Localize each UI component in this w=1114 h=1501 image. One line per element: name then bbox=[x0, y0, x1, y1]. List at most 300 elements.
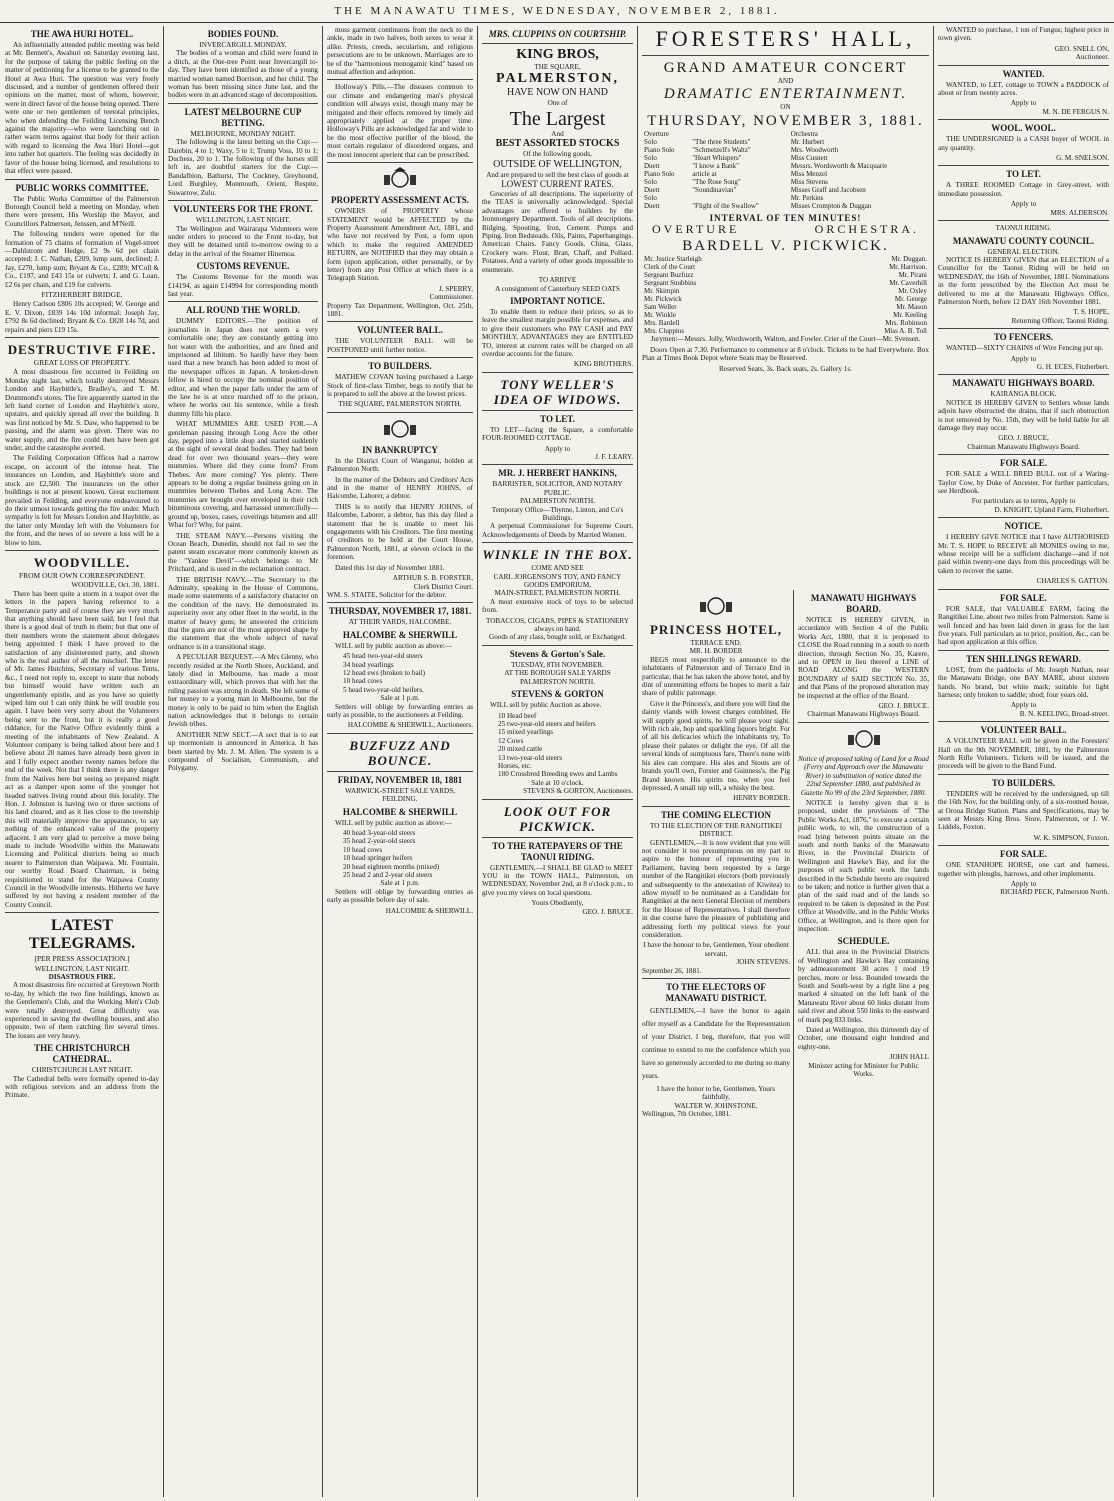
table-cell: "Schmetzell's Waltz" bbox=[692, 145, 751, 154]
table-cell: Duett bbox=[644, 185, 660, 194]
ad-signature: J. F. LEARY. bbox=[595, 452, 633, 461]
ad-body: Groceries of all descriptions. The superiority of the TEAS is universally acknowledged. Special advantages are offered to builders by the Ironmongery Department. Tools of all descriptions. Ridging, Spouting, Iron, Cement. Pumps and Piping. Iron Bedsteads. Oils, Paints, Paperhangings. American Chairs. Fancy Goods. China, Glass, Crockery ware. Flour, Bran, Chaff, and Pollard. Potatoes. And a variety of other goods impossible to enumerate. bbox=[482, 190, 633, 274]
ad-title: TO BUILDERS. bbox=[991, 777, 1056, 788]
article-body: There has been quite a storm in a teapot over the letters in the papers having reference to a Temperance party and of course they are very much that anything should have been said, but I feel that there is a good deal of truth in them; but that one of their members wrote the statement about delegates being appointed I think I have proved to the satisfaction of any disinterested party, and shown who is the real author of all the mischief. The letter of Mr. James Hutchins, Secretary of various Tents, &c., I need not reply to, except to state that nobody but himself would have written such an ungentlemanly epistle, and as you have so quietly wiped him out I can only think he will trouble you again. I have been very sorry about the Volunteers being sent to the front, but it is really a good riddance, for the Native Office evidently think a meeting of the inhabitants of New Zealand. A Volunteer company is being talked about here and I believe about 20 names have already been given in and I fully expect another twenty names before the end of the week. Not that I think there is any danger from the Natives here but seeing so prepared might act as a damper upon some of the younger hot headed natives living round about this locality. The Hon. J. Johnston is having two or three sections of his land cleared, and as it lies close to the township this will materially improve the appearance, to say nothing of the enhanced value of the property adjacent. I am very glad to perceive a move being made to include Woodville within the Manawatu Licensing and Political districts being so much nearer to Palmerston than Waipawa. Mr. Fountain, our worthy Road Board Chairman, is being requisitioned to stand for the Waipawa County Council in the Woodville interests. Hitherto we have suffered by not having a resident member of the County Council. bbox=[5, 589, 159, 909]
dateline: WELLINGTON, LAST NIGHT. bbox=[34, 964, 130, 973]
ad-body: NOTICE IS HEREBY GIVEN to Settlers whose lands adjoin have obstructed the drains, that if such obstruction is not removed by No. 15th, they will be held liable for all damage they may occur. bbox=[938, 398, 1109, 432]
divider bbox=[327, 412, 473, 413]
ad-firm: STEVENS & GORTON bbox=[511, 689, 604, 700]
ad-body: LOST, from the paddocks of Mr. Joseph Nathan, near the Manawatu Bridge, one BAY MARE, about sixteen hands. No brand, but white mark; suitable for light harness; only broken to saddle; shod; four years old. bbox=[938, 665, 1109, 699]
divider bbox=[938, 774, 1109, 775]
table-cell: Mr. Mason bbox=[896, 302, 927, 311]
divider bbox=[5, 912, 159, 913]
table-cell: Mr. Justice Starleigh bbox=[644, 254, 702, 263]
table-row bbox=[642, 263, 929, 271]
list-item: 13 two-year-old steers bbox=[498, 753, 563, 762]
ad-line: GENERAL ELECTION. bbox=[987, 247, 1060, 256]
ad-title: IN BANKRUPTCY bbox=[362, 444, 438, 455]
ad-body: TENDERS will be received by the undersigned, up till the 16th Nov, for the building only, of a six-roomed house, at Oroua Bridge Station. Plans and Specifications, may be seen at Messrs King Bros. Store, Palmerston, or J. W. Liddels, Foxton. bbox=[938, 789, 1109, 832]
divider bbox=[482, 645, 633, 646]
divider bbox=[168, 103, 318, 104]
divider bbox=[938, 65, 1109, 66]
divider bbox=[327, 602, 473, 603]
table-cell: Sergeant Snubbins bbox=[644, 278, 697, 287]
table-row bbox=[642, 295, 929, 303]
ad-line: TO ARRIVE bbox=[538, 276, 577, 285]
table-row bbox=[642, 170, 929, 178]
ad-text: OVERTURE bbox=[652, 222, 740, 237]
list-item: 25 two-year-old steers and heifers bbox=[498, 719, 596, 728]
divider bbox=[482, 372, 633, 373]
ad-apply: Apply to bbox=[1010, 99, 1037, 108]
table-cell: Mrs. Robinson bbox=[885, 318, 927, 327]
table-cell: Mr. Winkle bbox=[644, 310, 676, 319]
table-row bbox=[642, 154, 929, 162]
table-row bbox=[642, 202, 929, 210]
ad-title: VOLUNTEER BALL. bbox=[980, 725, 1067, 736]
table-row bbox=[642, 194, 929, 202]
ad-signature: HENRY BORDER. bbox=[733, 794, 790, 803]
list-item: 12 head ews (broken to bail) bbox=[343, 668, 426, 677]
programme-table bbox=[642, 130, 929, 210]
ad-body: MATHEW COVAN having purchased a Large Stock of first-class Timber, begs to notify that he is prepared to sell the above at the lowest prices. bbox=[327, 373, 473, 398]
table-row bbox=[642, 255, 929, 263]
ad-title: IMPORTANT NOTICE. bbox=[510, 295, 605, 306]
table-cell: Mr. Oxley bbox=[898, 286, 927, 295]
table-cell: Miss A. B. Toll bbox=[884, 326, 927, 335]
list-item: 25 head 2 and 2-year old steers bbox=[343, 871, 433, 880]
dateline: INVERCARGILL MONDAY. bbox=[199, 41, 287, 49]
list-item: 20 head eighteen months (mixed) bbox=[343, 862, 440, 871]
table-cell: Orchestra bbox=[790, 129, 818, 138]
ad-signature: RICHARD PECK, Palmerston North. bbox=[1000, 888, 1109, 897]
ad-line: INTERVAL OF TEN MINUTES! bbox=[709, 212, 862, 223]
table-cell: Sergeant Buzfuzz bbox=[644, 270, 694, 279]
ad-signature: HALCOMBE & SHERWILL, Auctioneers. bbox=[347, 721, 473, 730]
ad-line: ON bbox=[780, 103, 791, 112]
ad-body: THE UNDERSIGNED is a CASH buyer of WOOL in any quantity. bbox=[938, 135, 1109, 152]
headline: THE AWA HURI HOTEL. bbox=[30, 29, 134, 39]
headline: LATEST TELEGRAMS. bbox=[28, 917, 136, 953]
masthead: THE MANAWATU TIMES, WEDNESDAY, NOVEMBER 2, 1881. bbox=[0, 0, 1114, 23]
divider bbox=[482, 43, 633, 44]
ad-title: THURSDAY, NOVEMBER 17, 1881. bbox=[328, 606, 472, 617]
ad-signature: T. S. HOPE, bbox=[1073, 308, 1109, 317]
table-cell bbox=[690, 130, 789, 138]
ad-place: WARWICK-STREET SALE YARDS, FEILDING. bbox=[344, 786, 455, 804]
ad-signature: B. N. KEELING, Broad-street. bbox=[1019, 709, 1109, 718]
ad-body: ALL that area in the Provincial Districts of Wellington and Hawke's Bay containing by admeasurement 30 acres 1 rood 19 perches, more or less. Bounded towards the South and South-west by a right line a peg marked 4 situated on the left bank of the Manawatu River about 60 links distant from said river and about 550 links to the eastward of mark peg 833 links. bbox=[798, 948, 929, 1024]
table-cell: "Heart Whispers" bbox=[692, 153, 742, 162]
ad-body: Settlers will oblige by forwarding entries as early as possible, to the auctioneers at Feilding. bbox=[327, 702, 473, 719]
ad-role: Returning Officer, Taonui Riding. bbox=[1011, 316, 1109, 325]
ad-title: PROPERTY ASSESSMENT ACTS. bbox=[331, 195, 469, 206]
ad-title: MR. J. HERBERT HANKINS, bbox=[498, 468, 617, 479]
article-body: Henry Carlson £806 10s accepted; W. George and E. V. Dixon, £839 14s 10d informal; Joseph Jay, £792 8s 6d declined; Bryant & Co. £828 14s 7d, and repairs and piers £19 15s. bbox=[5, 300, 159, 334]
divider bbox=[938, 220, 1109, 221]
ad-body: WANTED—SIXTY CHAINS of Wire Fencing put up. bbox=[946, 344, 1104, 353]
list-item: 35 head 2-year-old steers bbox=[343, 837, 416, 846]
column-3 bbox=[324, 26, 476, 1495]
ad-line: The Largest bbox=[509, 107, 606, 130]
ad-title: FOR SALE. bbox=[999, 592, 1047, 603]
divider bbox=[938, 650, 1109, 651]
royal-crest-icon bbox=[380, 167, 420, 191]
ad-body: THE VOLUNTEER BALL will be POSTPONED until further notice. bbox=[327, 337, 473, 354]
ad-signature: M. N. DE FERGUS N. bbox=[1042, 107, 1109, 116]
table-cell: "The Rose Song" bbox=[692, 177, 741, 186]
royal-crest-icon bbox=[380, 417, 420, 441]
ad-place: AT THEIR YARDS, HALCOMBE. bbox=[348, 618, 452, 627]
article-body: The Customs Revenue for the month was £14194, as again £14994 for corresponding month last year. bbox=[168, 273, 318, 298]
headline: DESTRUCTIVE FIRE. bbox=[7, 342, 157, 357]
list-item: 10 head cows bbox=[343, 677, 383, 686]
ad-apply: For particulars as to terms, Apply to bbox=[971, 497, 1076, 506]
cast-table bbox=[642, 255, 929, 335]
divider bbox=[5, 179, 159, 180]
article-body: The following is the latest betting on the Cup:—Darebin, 4 to 1; Waxy, 5 to 1; Trump Voss, 10 to 1; Duchess, 20 to 1. The following of the horses still left in, are doubtful starters for the Cup:—Bandalbion, Bathurst, The Cockney, Greyhound, Lord Burghley, Monmouth, Orient, Respite, Suwarrow, Zulu. bbox=[168, 138, 318, 197]
ad-body: A perpetual Commissioner for Supreme Court, Acknowledgements of Deeds by Married Women. bbox=[482, 522, 633, 539]
table-cell: Mr. Keeling bbox=[893, 310, 927, 319]
headline: WOODVILLE. bbox=[33, 554, 131, 570]
ad-role: Auctioneer. bbox=[1075, 53, 1109, 62]
table-cell: Mr. Hurbert bbox=[790, 137, 825, 146]
ad-body: Dated at Wellington, this thirteenth day of October, one thousand eight hundred and eighty-one. bbox=[798, 1026, 929, 1051]
ad-title: TO THE ELECTORS OF MANAWATU DISTRICT. bbox=[665, 982, 767, 1004]
ad-date: September 26, 1881. bbox=[642, 966, 702, 975]
ad-title: BARDELL V. PICKWICK. bbox=[682, 237, 889, 254]
ad-title: PRINCESS HOTEL, bbox=[649, 622, 783, 637]
ad-firm: HALCOMBE & SHERWILL bbox=[342, 806, 458, 817]
ad-role: Chairman Manawatu Highways Board. bbox=[967, 442, 1080, 451]
table-row bbox=[642, 287, 929, 295]
table-cell bbox=[690, 194, 789, 202]
ad-signature: KING BROTHERS. bbox=[573, 360, 633, 369]
divider bbox=[938, 119, 1109, 120]
column-2 bbox=[165, 26, 321, 1495]
ad-body: NOTICE is hereby given that it is proposed, under the provisions of "The Public Works Act, 1876," to execute a certain public work, to wit, the construction of a road lying between points situate on the south and north banks of the Manawatu River, in the Provincial Districts of Wellington and Hawke's Bay, and for the purposes of such public work the lands described in the Schedule hereto are required to be taken; and notice is further given that a plan of the said road and of the lands so required to be taken is deposited in the Post Office at Woodville, and in the Public Works Office, at Wellington, and is there open for inspection. bbox=[798, 798, 929, 933]
ad-body: NOTICE IS HEREBY GIVEN, in accordance with Section 4 of the Public Works Act, 1880, that it is proposed to CLOSE the Road running in a south to north direction, through Section No. 35, Karere, and to OPEN in lieu thereof a LINE of ROAD ALONG the WESTERN BOUNDARY of SAID SECTION No. 35, and that Plans of the proposed alteration may be inspected at the office of the Board. bbox=[798, 616, 929, 700]
ad-line: TUESDAY, 8TH NOVEMBER. bbox=[511, 660, 604, 669]
ad-signature: GEO. J. BRUCE. bbox=[878, 702, 929, 711]
ad-role: Clerk District Court. bbox=[413, 582, 473, 591]
ad-line: And are prepared to sell the best class of goods at bbox=[486, 170, 629, 179]
column-4 bbox=[479, 26, 636, 1495]
dateline: WELLINGTON, LAST NIGHT. bbox=[195, 216, 291, 225]
ad-signature: JOHN HALL bbox=[889, 1053, 929, 1062]
ad-line: KAIRANGA BLOCK. bbox=[990, 390, 1057, 399]
ad-signature: W. K. SIMPSON, Foxton. bbox=[1033, 833, 1109, 842]
table-row bbox=[642, 271, 929, 279]
ad-title: TEN SHILLINGS REWARD. bbox=[966, 653, 1081, 664]
ad-title: TO FENCERS. bbox=[993, 332, 1054, 343]
column-7 bbox=[935, 26, 1112, 1495]
ad-line: AND bbox=[777, 77, 794, 85]
table-cell: Mr. Pickwick bbox=[644, 294, 682, 303]
event-date: THURSDAY, NOVEMBER 3, 1881. bbox=[647, 112, 924, 129]
ad-body: Doors Open at 7.30. Performance to commence at 8 o'clock. Tickets to be had Everywhere. Box Plan at Times Book Depot where Seats may be Reserved. bbox=[642, 346, 929, 363]
ad-line: MR. H. BORDER bbox=[689, 647, 743, 656]
column-rule bbox=[477, 26, 478, 1497]
ad-line: HAVE NOW ON HAND bbox=[506, 87, 608, 99]
ad-signature: D. KNIGHT, Upland Farm, Fitzherbert. bbox=[994, 505, 1109, 514]
ad-line: TAONUI RIDING. bbox=[995, 224, 1052, 233]
ad-body: To enable them to reduce their prices, so as to leave the smallest margin possible for expenses, and to give their customers who PAY CASH and PAY MONTHLY, ADVANTAGES they are ENTITLED TO, interest at current rates will be charged on all overdue accounts for the future. bbox=[482, 307, 633, 358]
ad-time: Sale at 1 p.m. bbox=[380, 694, 420, 703]
divider bbox=[482, 410, 633, 411]
table-cell: Mr. Duggan. bbox=[891, 254, 927, 263]
table-row bbox=[642, 130, 929, 138]
list-item: 45 head two-year-old steers bbox=[343, 652, 423, 661]
table-cell: Sam Weller bbox=[644, 302, 677, 311]
ad-title: WOOL. WOOL. bbox=[991, 123, 1056, 134]
divider bbox=[642, 55, 929, 56]
ad-body: In the District Court of Wanganui, holden at Palmerston North. bbox=[327, 456, 473, 474]
table-row bbox=[642, 303, 929, 311]
ad-signature: JOHN STEVENS. bbox=[736, 958, 790, 967]
ad-title: SCHEDULE. bbox=[837, 936, 890, 947]
divider bbox=[938, 454, 1109, 455]
ad-date: Wellington, 7th October, 1881. bbox=[642, 1110, 731, 1119]
table-cell: Mr. Caverhill bbox=[889, 278, 927, 287]
table-cell: Mrs. Cluppins bbox=[644, 326, 685, 335]
divider bbox=[327, 321, 473, 322]
column-rule bbox=[163, 26, 164, 1497]
table-cell: Miss Cusnett bbox=[790, 153, 828, 162]
ad-place: Property Tax Department, Wellington, Oct. 25th, 1881. bbox=[327, 301, 473, 318]
table-cell: Mrs. Bardell bbox=[644, 318, 680, 327]
article-body: The bodies of a woman and child were found in a ditch, at the One-tree Point near Invercargill to-day. They have been identified as those of a young married woman named Borrison, and her child. The woman has been missing since June last, and the bodies were in an advanced stage of decomposition. bbox=[168, 49, 318, 100]
ad-text: ORCHESTRA. bbox=[814, 222, 919, 237]
ad-body: WILL sell by public auction as above:— bbox=[335, 818, 453, 827]
ad-apply: Apply to bbox=[544, 444, 571, 453]
divider bbox=[327, 733, 473, 734]
ad-body: FOR SALE, that VALUABLE FARM, facing the Rangitikei Line, about two miles from Palmerston. Same is well fenced and has been laid down in grass for the last five years. Full particulars as to price, position, &c., can be had upon application at this office. bbox=[938, 604, 1109, 647]
divider bbox=[327, 79, 473, 80]
ad-apply: Apply to bbox=[1010, 701, 1037, 710]
headline: ALL ROUND THE WORLD. bbox=[186, 305, 300, 316]
divider bbox=[327, 357, 473, 358]
ad-body: A most extensive stock of toys to be selected from. bbox=[482, 597, 633, 615]
list-item: 10 Head beef bbox=[498, 711, 537, 720]
table-cell: Duett bbox=[644, 161, 660, 170]
table-row bbox=[642, 138, 929, 146]
headline: CUSTOMS REVENUE. bbox=[196, 261, 290, 272]
ad-title: TO THE RATEPAYERS OF THE TAONUI RIDING. bbox=[492, 840, 623, 862]
column-rule bbox=[933, 26, 934, 1497]
ad-role: Commissioner. bbox=[429, 293, 473, 302]
ad-body: WILL sell by public Auction as above. bbox=[490, 701, 602, 710]
ad-town: PALMERSTON, bbox=[496, 71, 619, 87]
ad-role: Chairman Manawatu Highways Board. bbox=[807, 710, 920, 719]
ad-line bbox=[652, 222, 919, 237]
ad-title: TO BUILDERS. bbox=[368, 361, 432, 372]
ad-signature: MRS. ALDERSON. bbox=[1050, 208, 1109, 217]
ad-body: FOR SALE a WELL BRED BULL out of a Waring-Taylor Cow, by Duke of Ancester. For further particulars, see Herdbook. bbox=[938, 470, 1109, 496]
ad-body: A VOLUNTEER BALL will be given in the Foresters' Hall on the 9th NOVEMBER, 1881, by the Palmerston North Rifle Volunteers. Tickets will be issued, and the proceeds will be given to the Band Fund. bbox=[938, 737, 1109, 771]
ad-item-list bbox=[327, 829, 473, 879]
divider bbox=[938, 165, 1109, 166]
column-rule bbox=[637, 26, 638, 1497]
ad-line: MAIN-STREET, PALMERSTON NORTH. bbox=[494, 589, 621, 598]
article-body: ANOTHER NEW SECT.—A sect that is to eat up mormonism is announced in America. It has been started by Mr. J. M. Allen. The system is a compound of Socialism, Communism, and Polygamy. bbox=[168, 730, 318, 773]
divider bbox=[938, 721, 1109, 722]
ad-closing: I have the honor to be, Gentlemen, Yours faithfully, bbox=[656, 1085, 776, 1102]
table-row bbox=[642, 311, 929, 319]
subheading: [PER PRESS ASSOCIATION.] bbox=[34, 954, 130, 964]
ad-apply: Apply to bbox=[1010, 200, 1037, 209]
ad-signature: GEO. J. BRUCE. bbox=[582, 907, 633, 916]
ad-firm: HALCOMBE & SHERWILL bbox=[342, 629, 458, 640]
table-row bbox=[642, 279, 929, 287]
table-cell: Solo bbox=[644, 153, 657, 162]
ad-body: In the matter of the Debtors and Creditors' Acts and in the matter of HENRY JOHNS, of Halcombe, Laborer, a debtor. bbox=[327, 475, 473, 501]
table-cell: "The three Students" bbox=[692, 137, 751, 146]
divider bbox=[642, 806, 790, 807]
ad-item-list bbox=[482, 712, 633, 779]
ad-body: ONE STANHOPE HORSE, one cart and harness, together with ploughs, harrows, and other implements. bbox=[938, 861, 1109, 878]
ad-body: Settlers will oblige by forwarding entries as early as possible before day of sale. bbox=[327, 887, 473, 905]
ad-line: Jurymen:—Messrs. Jolly, Wordsworth, Walton, and Fowler. Crier of the Court—Mr. Svensen. bbox=[650, 334, 921, 343]
article-body: The Wellington and Wairarapa Volunteers were under orders to proceed to the Front to-day, but they will be detained until to-morrow owing to a delay in the arrival of the Steamer Hinemoa. bbox=[168, 224, 318, 258]
table-row bbox=[642, 162, 929, 170]
ad-line: OUTSIDE OF WELLINGTON, bbox=[493, 158, 622, 170]
article-body: The Cathedral bells were formally opened to-day with religious services and an address from the Primate. bbox=[5, 1074, 159, 1100]
ad-closing: Yours Obediently, bbox=[531, 899, 584, 908]
ad-body: WILL sell by public auction as above:— bbox=[335, 641, 453, 650]
ad-title: TO LET. bbox=[540, 413, 575, 424]
list-item: 40 head 3-year-old steers bbox=[343, 829, 416, 837]
table-cell: Mr. Skimpin bbox=[644, 286, 680, 295]
ad-time: Sale at 10 o'clock. bbox=[531, 778, 584, 787]
royal-crest-icon bbox=[844, 727, 884, 751]
table-cell: Solo bbox=[644, 137, 657, 146]
table-cell: Miss Stevens bbox=[790, 177, 828, 186]
divider bbox=[938, 845, 1109, 846]
ad-title: MANAWATU HIGHWAYS BOARD. bbox=[952, 378, 1095, 389]
ad-line: COME AND SEE bbox=[531, 564, 584, 573]
dateline: MELBOURNE, MONDAY NIGHT. bbox=[190, 129, 296, 138]
ad-signature: GEO. SNELL ON, bbox=[1054, 44, 1109, 53]
ad-line: A consignment of Canterbury SEED OATS bbox=[495, 284, 620, 293]
article-body: THE STEAM NAVY.—Persons visiting the Ocean Beach, Dunedin, should not fail to see the patent steam excavator more commonly known as the "Yankee Devil"—which belongs to Mr Pritchard, and is used in the reclamation contract. bbox=[168, 531, 318, 574]
ad-line: BARRISTER, SOLICITOR, AND NOTARY PUBLIC. bbox=[492, 480, 623, 497]
ad-body: Dated this 1st day of November 1881. bbox=[335, 563, 445, 572]
subheading: DISASTROUS FIRE. bbox=[48, 973, 116, 981]
ad-item-list bbox=[327, 652, 473, 694]
ad-line: LOWEST CURRENT RATES. bbox=[501, 179, 614, 190]
ad-title: THE COMING ELECTION bbox=[660, 809, 772, 820]
ad-body: WANTED to purchase, 1 ton of Fungus; highest price in town given. bbox=[938, 26, 1109, 43]
article-body: THE BRITISH NAVY.—The Secretary to the Admiralty, speaking in the House of Commons, made some statements of a satisfactory character on the condition of the navy. He demonstrated its superiority over any other fleet in the world, in the matter of heavy guns; he answered the criticism that the guns are not of the most approved shape by the statement that the whole subject of naval ordnance is in a transitional stage. bbox=[168, 575, 318, 651]
table-cell: Miss Menzel bbox=[790, 169, 828, 178]
divider bbox=[482, 542, 633, 543]
list-item: 15 mixed yearlings bbox=[498, 728, 554, 737]
divider bbox=[482, 464, 633, 465]
headline: THE CHRISTCHURCH CATHEDRAL. bbox=[34, 1043, 130, 1065]
ad-body: THIS is to notify that HENRY JOHNS, of Halcombe, Laborer, a debtor, has this day filed a statement that he is unable to meet his engagements with his Creditors. The first meeting of creditors to be held at the Court House, Palmerston North, 1881, at eleven o'clock in the forenoon. bbox=[327, 502, 473, 562]
column-6 bbox=[795, 590, 932, 1495]
divider bbox=[327, 162, 473, 163]
ad-title: MRS. CLUPPINS ON COURTSHIP. bbox=[488, 29, 627, 39]
table-cell: "Flight of the Swallow" bbox=[692, 201, 759, 210]
divider bbox=[5, 337, 159, 338]
article-body: A PECULIAR BEQUEST.—A Mrs Glenny, who recently resided at the North Shore, Auckland, and lately died in Melbourne, has made a most extraordinary will, which proves that with her the ruling passion was strong in death. She left some of her money to a young man in Melbourne, but the money is only to be paid to him when the English nation acknowledges that it belongs to certain Jewish tribes. bbox=[168, 653, 318, 729]
column-rule bbox=[322, 26, 323, 1497]
ad-title: FORESTERS' HALL, bbox=[655, 26, 916, 51]
table-cell: Overture bbox=[644, 129, 669, 138]
table-cell: Mr. Pirani bbox=[898, 270, 927, 279]
ad-body: GENTLEMEN,—It is now evident that you will not consider it too presumptuous on my part to aspire to the honour of representing you in Parliament, having been requested by a large number of the Rangitikei electors (both previously and subsequently to the annexation of Kiwitea) to allow myself to be nominated as a Candidate for Rangitikei at the next General Election of members for the House of Representatives. I shall therefore in due course have the pleasure of publishing and addressing forth my political views for your consideration. bbox=[642, 838, 790, 939]
table-cell: Duett bbox=[644, 201, 660, 210]
divider bbox=[938, 328, 1109, 329]
headline: BODIES FOUND. bbox=[207, 29, 279, 39]
column-rule bbox=[793, 590, 794, 1497]
ad-line: Of the following goods, bbox=[523, 150, 592, 159]
list-item: Horses, etc. bbox=[498, 761, 532, 770]
article-body: A most disastrous fire occurred in Feilding on Monday night last, which totally destroyed Messrs London and Haybittle's, Bradley's, and T. M. Drummond's stores. The fire apparently started in the left hand corner of London and Haybittle's store, upstairs, and quickly spread all over the building. It was first noticed by Mr. S. Daw, who happened to be passing, and the alarm was given. There was no water supply, and the fire could then have been got under, and the catastrophe averted. bbox=[5, 368, 159, 453]
ad-title: WINKLE IN THE BOX. bbox=[482, 547, 633, 563]
divider bbox=[168, 200, 318, 201]
ad-line: AT THE BOROUGH SALE YARDS PALMERSTON NORTH. bbox=[504, 669, 611, 686]
ad-title: TONY WELLER'S IDEA OF WIDOWS. bbox=[493, 376, 622, 407]
table-cell: Piano Solo bbox=[644, 145, 675, 154]
table-cell: Mr. Harrison. bbox=[889, 262, 927, 271]
ad-title: LOOK OUT FOR PICKWICK. bbox=[503, 803, 612, 834]
list-item: 5 head two-year-old heifers. bbox=[343, 685, 424, 694]
ad-body: BEGS most respectfully to announce to the inhabitants of Palmerston and of Terrace End in particular, that he has taken the above hotel, and by dint of unremitting efforts he hopes to merit a fair share of public patronage. bbox=[642, 655, 790, 698]
ad-signature: CHARLES S. GATTON. bbox=[1036, 577, 1109, 586]
divider bbox=[938, 374, 1109, 375]
ad-signature: G. M. SNELSON. bbox=[1056, 154, 1109, 163]
article-body: The Public Works Committee of the Palmerston Borough Council held a meeting on Monday, when there were present, His Worship the Mayor, and Councillors Palmerson, Jenssen, and M'Neill. bbox=[5, 194, 159, 228]
ad-line: TOBACCOS, CIGARS, PIPES & STATIONERY always on hand. bbox=[485, 616, 630, 634]
ad-body: TO LET—facing the Square, a comfortable FOUR-ROOMED COTTAGE. bbox=[482, 425, 633, 443]
ad-title: DRAMATIC ENTERTAINMENT. bbox=[663, 86, 908, 103]
table-cell: Solo bbox=[644, 177, 657, 186]
ad-title: TO LET. bbox=[1006, 169, 1041, 180]
article-body: moss garment continuous from the neck to the ankle, made in two halves, both sexes to wear it alike. Priests, creeds, secularism, and religious persecutions are to be unknown. Marriages are to be of the "harmonious monogamic kind" based on mutual affection and adoption. bbox=[327, 26, 473, 77]
list-item: 10 head springer heifers bbox=[343, 854, 413, 863]
ad-closing: I have the honour to be, Gentlemen, Your obedient servant, bbox=[643, 941, 789, 958]
ad-address: THE SQUARE, PALMERSTON NORTH. bbox=[338, 400, 462, 409]
ad-signature: WALTER W. JOHNSTONE. bbox=[674, 1101, 758, 1110]
dateline: WOODVILLE, Oct. 30, 1881. bbox=[71, 581, 159, 590]
headline: VOLUNTEERS FOR THE FRONT. bbox=[173, 204, 313, 215]
ad-line: TO THE ELECTION OF THE RANGITIKEI DISTRICT. bbox=[650, 821, 782, 839]
headline: PUBLIC WORKS COMMITTEE. bbox=[15, 182, 149, 193]
ad-line: TERRACE END. bbox=[690, 639, 742, 647]
table-cell: Misses Graff and Jacobsen bbox=[790, 185, 866, 194]
list-item: 12 Cows bbox=[498, 736, 524, 745]
article-body: Holloway's Pills.—The diseases common to our climate and endangering man's physical condition will always exist, though many may be mitigated and their effects removed by timely aid appropriately applied at the proper time. Holloway's Pills are acknowledged far and wide to be the most effective purifier of the blood, the most certain regulator of disordered organs, and the most innocent aperient that can be prescribed. bbox=[327, 83, 474, 159]
divider bbox=[938, 517, 1109, 518]
ad-title: NOTICE. bbox=[1004, 521, 1043, 532]
subheading: FROM OUR OWN CORRESPONDENT. bbox=[18, 570, 146, 580]
table-row bbox=[642, 186, 929, 194]
table-cell: "I know a Bank" bbox=[692, 161, 739, 170]
table-row bbox=[642, 327, 929, 335]
ad-role: Minister acting for Minister for Public Works. bbox=[808, 1061, 919, 1079]
ad-signature: J. SPERRY, bbox=[438, 284, 473, 293]
ad-body: I HEREBY GIVE NOTICE that I have AUTHORISED Mr. T. S. HOPE to RECEIVE all MONIES owing to me, whose receipt will be a sufficient discharge—and if not paid within twenty-one days from this proceedings will be taken to recover the same. bbox=[938, 533, 1109, 575]
ad-line: Goods of any class, bought sold, or Exchanged. bbox=[489, 633, 626, 642]
table-cell: Solo bbox=[644, 193, 657, 202]
ad-address: THE SQUARE, bbox=[534, 63, 581, 71]
ad-title: BUZFUZZ AND BOUNCE. bbox=[349, 737, 451, 768]
list-item: 34 head yearlings bbox=[343, 660, 394, 669]
ad-signature: GEO. J. BRUCE, bbox=[998, 434, 1049, 443]
